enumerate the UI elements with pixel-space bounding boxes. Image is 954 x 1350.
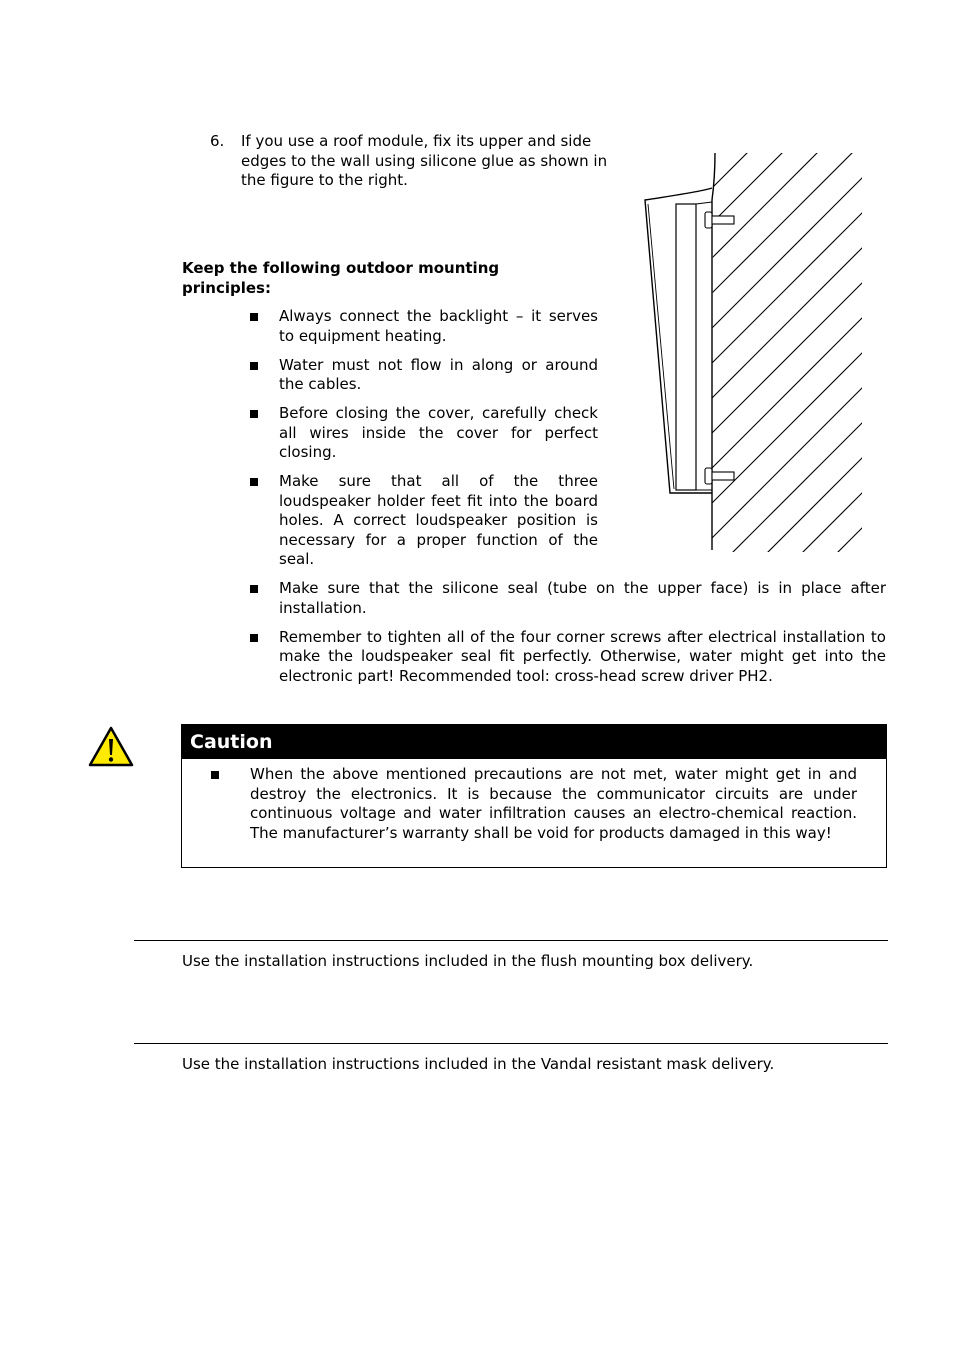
list-item: Remember to tighten all of the four corner screws after electrical installation to make the loudspeaker seal fit perfectly. Otherwise, water might get into the electronic part! Recommended tool: cross-head screw driver PH2.	[250, 628, 886, 687]
warning-triangle-icon	[88, 726, 134, 768]
bullet-square-icon	[211, 771, 219, 779]
list-item: When the above mentioned precautions are not met, water might get in and destroy the electronics. It is because the communicator circuits are under continuous voltage and water infiltration causes an electro-chemical reaction. The manufacturer’s warranty shall be void for products damaged in this way!	[211, 765, 857, 843]
bullet-square-icon	[250, 585, 258, 593]
bullet-square-icon	[250, 478, 258, 486]
list-item: Water must not flow in along or around the cables.	[250, 356, 598, 395]
principles-list-narrow	[250, 307, 598, 579]
step-number: 6.	[210, 132, 225, 150]
flush-mounting-paragraph: Use the installation instructions included in the flush mounting box delivery.	[182, 952, 754, 970]
section-divider	[134, 1043, 888, 1044]
list-item: Make sure that the silicone seal (tube on the upper face) is in place after installation.	[250, 579, 886, 618]
bullet-square-icon	[250, 410, 258, 418]
vandal-mask-paragraph: Use the installation instructions included in the Vandal resistant mask delivery.	[182, 1055, 775, 1073]
list-item: Make sure that all of the three loudspeaker holder feet fit into the board holes. A correct loudspeaker position is necessary for a proper function of the seal.	[250, 472, 598, 570]
list-item: Always connect the backlight – it serves to equipment heating.	[250, 307, 598, 346]
caution-title: Caution	[182, 725, 886, 759]
caution-list	[211, 765, 857, 843]
caution-box	[181, 724, 887, 868]
step-text: If you use a roof module, fix its upper and side edges to the wall using silicone glue as shown in the figure to the right.	[241, 132, 608, 189]
principles-title: Keep the following outdoor mounting principles:	[182, 259, 500, 297]
list-item: Before closing the cover, carefully check all wires inside the cover for perfect closing.	[250, 404, 598, 463]
bullet-square-icon	[250, 362, 258, 370]
roof-module-wall-figure	[640, 150, 862, 552]
wall-hatching	[680, 150, 862, 552]
section-divider	[134, 940, 888, 941]
bullet-square-icon	[250, 634, 258, 642]
principles-list-wide	[250, 579, 886, 696]
bullet-square-icon	[250, 313, 258, 321]
